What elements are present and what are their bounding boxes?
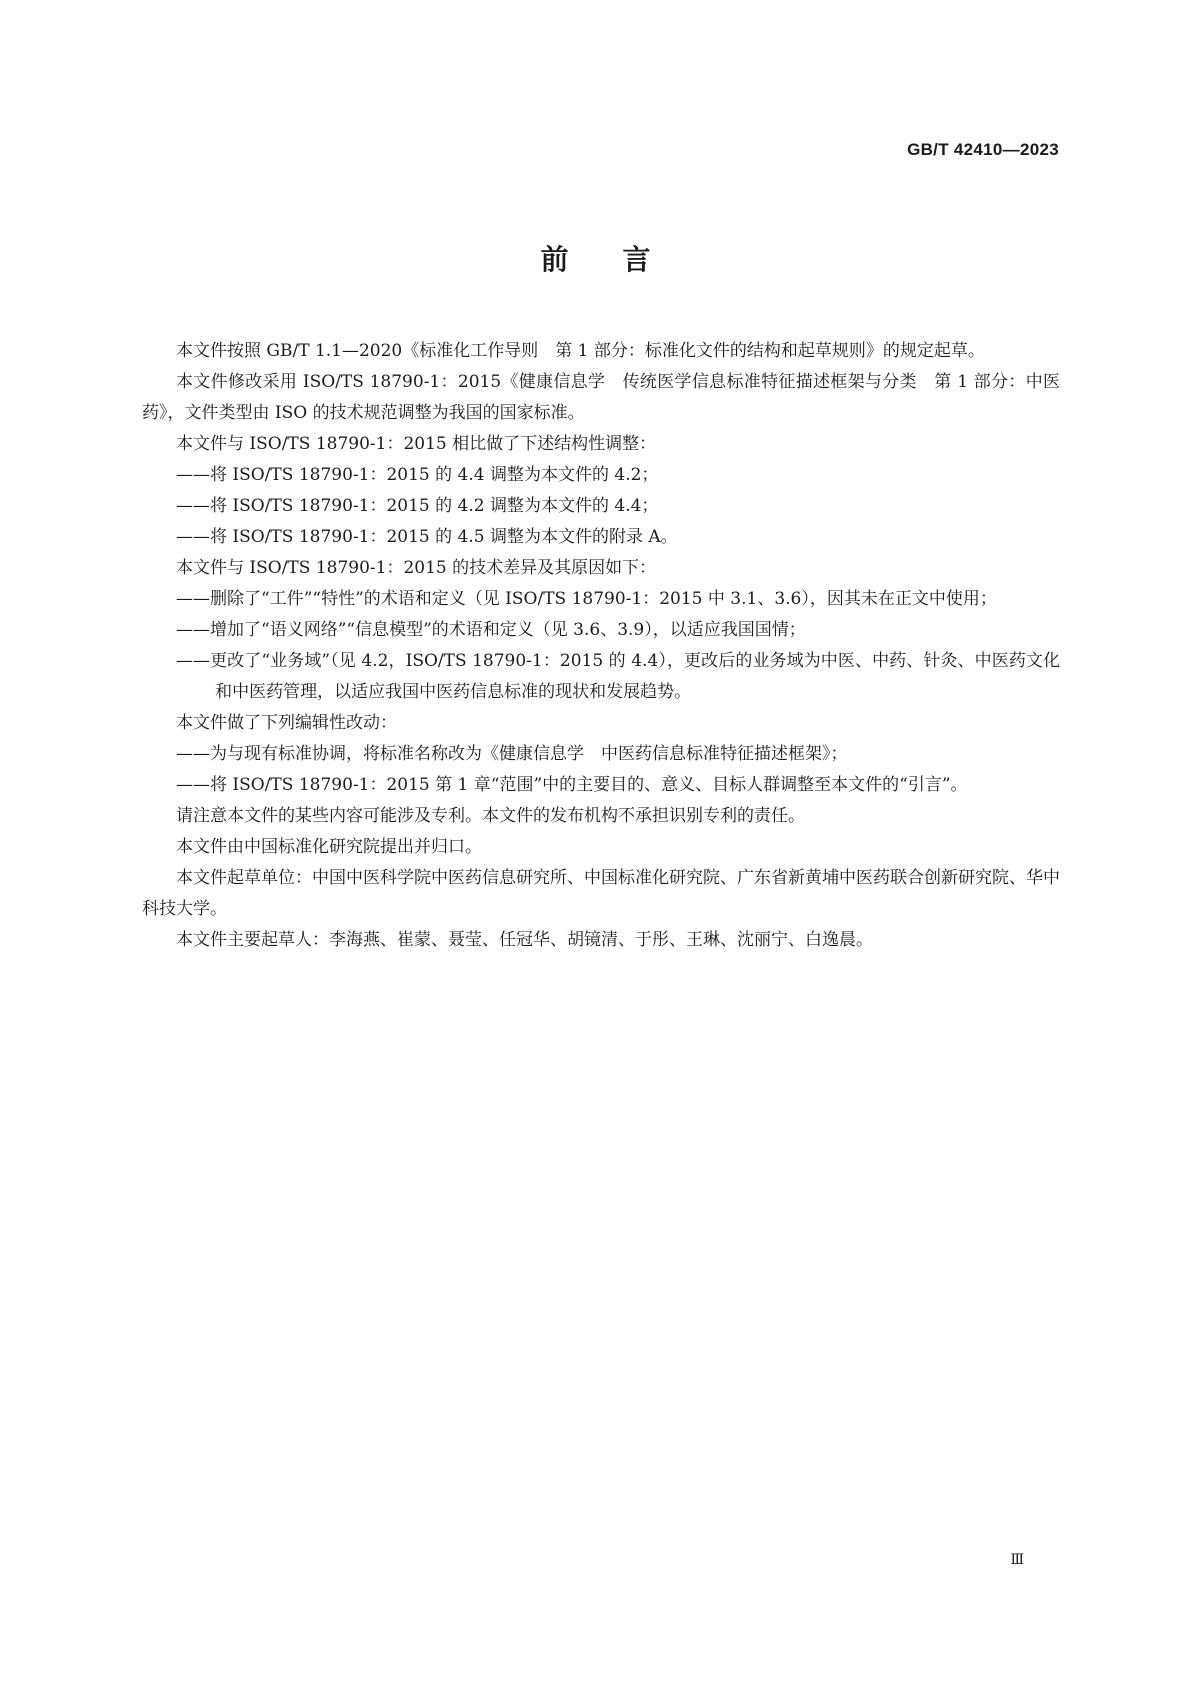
paragraph-patent-notice: 请注意本文件的某些内容可能涉及专利。本文件的发布机构不承担识别专利的责任。 [176, 806, 805, 826]
page-number: Ⅲ [1010, 1552, 1024, 1568]
paragraph-drafters: 本文件主要起草人：李海燕、崔蒙、聂莹、任冠华、胡镜清、于彤、王琳、沈丽宁、白逸晨。 [176, 930, 873, 950]
list-item: ——将 ISO/TS 18790-1：2015 第 1 章“范围”中的主要目的、意义、目标人群调整至本文件的“引言”。 [176, 775, 968, 795]
page-title: 前言 [540, 243, 705, 276]
list-item: ——将 ISO/TS 18790-1：2015 的 4.5 调整为本文件的附录 A。 [176, 527, 678, 547]
paragraph-technical-differences: 本文件与 ISO/TS 18790-1：2015 的技术差异及其原因如下： [176, 558, 657, 578]
list-item: ——将 ISO/TS 18790-1：2015 的 4.4 调整为本文件的 4.2； [176, 465, 659, 485]
paragraph-drafting-rules: 本文件按照 GB/T 1.1—2020《标准化工作导则 第 1 部分：标准化文件的结构和起草规则》的规定起草。 [176, 341, 985, 361]
paragraph-adoption: 本文件修改采用 ISO/TS 18790-1：2015《健康信息学 传统医学信息标准特征描述框架与分类 第 1 部分：中医药》，文件类型由 ISO 的技术规范调整为我国的国家标准。 [142, 372, 1060, 423]
list-item: ——更改了“业务域”（见 4.2，ISO/TS 18790-1：2015 的 4.4），更改后的业务域为中医、中药、针灸、中医药文化和中医药管理，以适应我国中医药信息标准的现状和发展趋势。 [176, 651, 1060, 702]
list-item: ——将 ISO/TS 18790-1：2015 的 4.2 调整为本文件的 4.4； [176, 496, 659, 516]
foreword-body [142, 336, 1060, 956]
list-item: ——增加了“语义网络”“信息模型”的术语和定义（见 3.6、3.9），以适应我国国情； [176, 620, 806, 640]
paragraph-drafting-units: 本文件起草单位：中国中医科学院中医药信息研究所、中国标准化研究院、广东省新黄埔中医药联合创新研究院、华中科技大学。 [142, 868, 1060, 919]
paragraph-proposer: 本文件由中国标准化研究院提出并归口。 [176, 837, 482, 857]
paragraph-editorial-changes: 本文件做了下列编辑性改动： [176, 713, 397, 733]
paragraph-structural-changes: 本文件与 ISO/TS 18790-1：2015 相比做了下述结构性调整： [176, 434, 657, 454]
list-item: ——删除了“工件”“特性”的术语和定义（见 ISO/TS 18790-1：2015 中 3.1、3.6），因其未在正文中使用； [176, 589, 997, 609]
list-item: ——为与现有标准协调，将标准名称改为《健康信息学 中医药信息标准特征描述框架》； [176, 744, 848, 764]
standard-code: GB/T 42410—2023 [907, 140, 1059, 159]
